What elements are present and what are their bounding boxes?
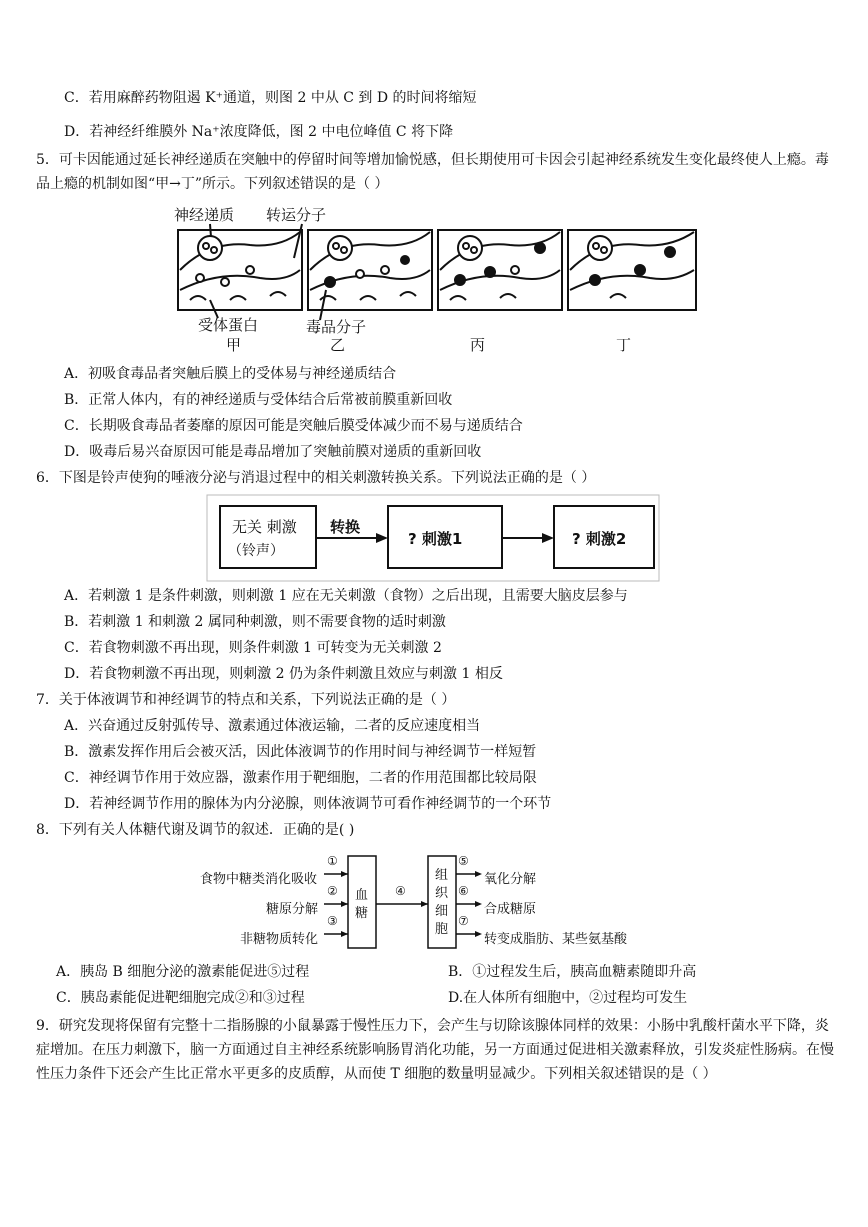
- fig5-label-drug: 毒品分子: [306, 318, 367, 336]
- fig8-num-7: ⑦: [458, 914, 469, 928]
- q9-stem: 9．研究发现将保留有完整十二指肠腺的小鼠暴露于慢性压力下，会产生与切除该腺体同样的效果：小肠中乳酸杆菌水平下降，炎症增加。在压力刺激下，脑一方面通过自主神经系统影响肠胃消化功能，另一方面通过促进相关激素释放，引发炎症性肠病。在慢性压力条件下还会产生比正常水平更多的皮质醇，从而使 T 细胞的数量明显减少。下列相关叙述错误的是（ ）: [36, 1018, 834, 1082]
- fig5-panel-jia: 甲: [226, 336, 242, 354]
- q5-option-c: C．长期吸食毒品者萎靡的原因可能是突触后膜受体减少而不易与递质结合: [64, 418, 523, 434]
- fig6-box1-line2: （铃声）: [228, 543, 284, 559]
- fig8-input-3: 非糖物质转化: [240, 932, 319, 947]
- fig8-num-3: ③: [327, 914, 338, 928]
- q5-stem: 5．可卡因能通过延长神经递质在突触中的停留时间等增加愉悦感，但长期使用可卡因会引起神经系统发生变化最终使人上瘾。毒品上瘾的机制如图“甲→丁”所示。下列叙述错误的是（ ）: [36, 152, 829, 192]
- panel-bing: [440, 232, 560, 300]
- q4-option-d: D．若神经纤维膜外 Na⁺浓度降低，图 2 中电位峰值 C 将下降: [64, 124, 454, 140]
- fig8-num-2: ②: [327, 884, 338, 898]
- panel-jia: [180, 232, 300, 300]
- fig8-output-3: 转变成脂肪、某些氨基酸: [484, 932, 628, 947]
- q5-option-d: D．吸毒后易兴奋原因可能是毒品增加了突触前膜对递质的重新回收: [64, 444, 482, 460]
- q7-option-b: B．激素发挥作用后会被灭活，因此体液调节的作用时间与神经调节一样短暂: [64, 744, 537, 760]
- fig5-panel-ding: 丁: [616, 336, 632, 354]
- fig5-panel-bing: 丙: [470, 336, 486, 354]
- q6-option-d: D．若食物刺激不再出现，则刺激 2 仍为条件刺激且效应与刺激 1 相反: [64, 666, 503, 682]
- fig8-tissue-2: 织: [435, 886, 449, 901]
- q7-stem: 7．关于体液调节和神经调节的特点和关系，下列说法正确的是（ ）: [36, 692, 456, 708]
- q8-option-d: D.在人体所有细胞中，②过程均可发生: [448, 990, 688, 1006]
- fig8-num-6: ⑥: [458, 884, 469, 898]
- fig8-blood-2: 糖: [355, 906, 369, 921]
- fig6-stimulus-diagram: [206, 494, 660, 582]
- q4-option-c: C．若用麻醉药物阻遏 K⁺通道，则图 2 中从 C 到 D 的时间将缩短: [64, 90, 477, 106]
- q7-option-c: C．神经调节作用于效应器，激素作用于靶细胞，二者的作用范围都比较局限: [64, 770, 537, 786]
- q7-option-d: D．若神经调节作用的腺体为内分泌腺，则体液调节可看作神经调节的一个环节: [64, 796, 552, 812]
- fig5-label-receptor: 受体蛋白: [198, 316, 259, 334]
- q5-option-a: A．初吸食毒品者突触后膜上的受体易与神经递质结合: [64, 366, 397, 382]
- q8-option-b: B．①过程发生后，胰高血糖素随即升高: [448, 964, 697, 980]
- fig6-box1-line1: 无关 刺激: [232, 518, 297, 536]
- fig8-input-2: 糖原分解: [266, 902, 319, 917]
- fig8-glucose-diagram: [200, 852, 660, 952]
- fig6-box2: ? 刺激1: [408, 530, 463, 548]
- fig6-arrow-label: 转换: [330, 518, 361, 536]
- q6-option-a: A．若刺激 1 是条件刺激，则刺激 1 应在无关刺激（食物）之后出现，且需要大脑皮层参与: [64, 588, 628, 604]
- q6-stem: 6．下图是铃声使狗的唾液分泌与消退过程中的相关刺激转换关系。下列说法正确的是（ ）: [36, 470, 596, 486]
- q6-option-b: B．若刺激 1 和刺激 2 属同种刺激，则不需要食物的适时刺激: [64, 614, 446, 630]
- panel-ding: [570, 232, 694, 298]
- q8-stem: 8．下列有关人体糖代谢及调节的叙述．正确的是( ): [36, 822, 355, 838]
- q6-option-c: C．若食物刺激不再出现，则条件刺激 1 可转变为无关刺激 2: [64, 640, 442, 656]
- fig8-output-1: 氧化分解: [484, 872, 537, 887]
- fig6-box3: ? 刺激2: [572, 530, 627, 548]
- fig5-label-neurotransmitter: 神经递质: [174, 206, 235, 224]
- panel-yi: [310, 232, 430, 300]
- fig8-tissue-1: 组: [435, 868, 449, 883]
- q8-option-c: C．胰岛素能促进靶细胞完成②和③过程: [56, 990, 305, 1006]
- fig8-tissue-4: 胞: [435, 922, 449, 937]
- q7-option-a: A．兴奋通过反射弧传导、激素通过体液运输，二者的反应速度相当: [64, 718, 481, 734]
- fig8-blood-1: 血: [355, 888, 369, 903]
- fig8-num-1: ①: [327, 854, 338, 868]
- fig8-input-1: 食物中糖类消化吸收: [200, 872, 318, 887]
- fig8-num-5: ⑤: [458, 854, 469, 868]
- fig5-synapse-diagram: [170, 200, 710, 355]
- fig5-panel-yi: 乙: [330, 336, 346, 354]
- fig8-tissue-3: 细: [435, 904, 449, 919]
- q8-option-a: A．胰岛 B 细胞分泌的激素能促进⑤过程: [56, 964, 310, 980]
- fig5-label-transporter: 转运分子: [266, 206, 327, 224]
- fig8-output-2: 合成糖原: [484, 902, 537, 917]
- q5-option-b: B．正常人体内，有的神经递质与受体结合后常被前膜重新回收: [64, 392, 453, 408]
- fig8-num-4: ④: [395, 884, 406, 898]
